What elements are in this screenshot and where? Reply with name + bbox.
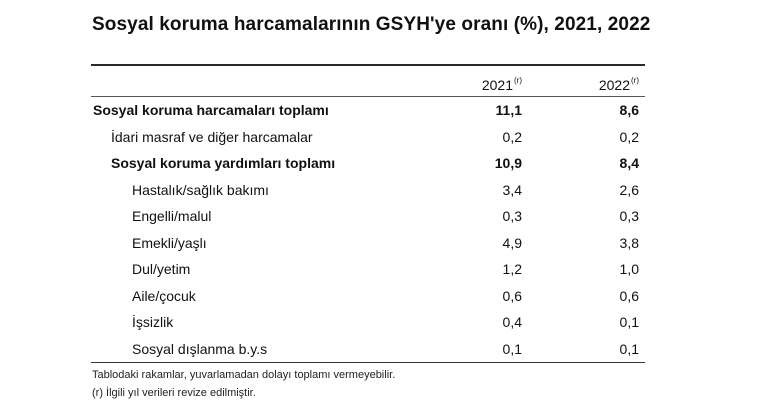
value-2021: 0,3: [502, 208, 522, 224]
table-row: [91, 230, 645, 257]
revised-mark: (r): [514, 76, 522, 85]
table-row: [91, 124, 645, 151]
row-label: Emekli/yaşlı: [132, 234, 207, 251]
footnotes: [92, 366, 395, 402]
value-2021: 0,2: [502, 128, 522, 145]
data-table: [91, 64, 645, 363]
value-2021: 10,9: [494, 155, 522, 171]
row-label: Sosyal koruma harcamaları toplamı: [93, 102, 329, 118]
value-2021: 1,2: [502, 261, 522, 277]
row-label: Aile/çocuk: [132, 287, 196, 304]
value-2022: 0,6: [619, 287, 639, 304]
value-2021: 3,4: [502, 181, 522, 198]
row-label: Engelli/malul: [132, 208, 212, 224]
footnote-rounding: Tablodaki rakamlar, yuvarlamadan dolayı toplamı vermeyebilir.: [92, 369, 396, 381]
row-label: Sosyal dışlanma b.y.s: [132, 340, 268, 357]
column-header-2022: [599, 76, 639, 93]
value-2022: 8,6: [619, 102, 639, 118]
value-2021: 0,1: [502, 340, 522, 357]
value-2022: 0,2: [619, 128, 639, 145]
value-2021: 0,4: [502, 314, 522, 330]
footnote-revised: (r) İlgili yıl verileri revize edilmiştir.: [92, 387, 256, 399]
row-label: Sosyal koruma yardımları toplamı: [111, 155, 336, 171]
table-row: [91, 177, 645, 204]
row-label: İdari masraf ve diğer harcamalar: [111, 128, 313, 145]
row-label: Hastalık/sağlık bakımı: [132, 181, 269, 198]
table-row: [91, 336, 645, 363]
row-label: Dul/yetim: [132, 261, 191, 277]
column-header-year: 2022: [598, 77, 630, 93]
row-label: İşsizlik: [132, 314, 174, 330]
table-body: [91, 97, 645, 362]
value-2022: 0,1: [619, 340, 639, 357]
table-row: [91, 283, 645, 310]
column-header-year: 2021: [481, 77, 513, 93]
table-bottom-rule: [91, 362, 645, 363]
table-row: [91, 97, 645, 124]
value-2022: 3,8: [619, 234, 639, 251]
table-header-row: [91, 66, 645, 96]
value-2022: 0,3: [619, 208, 639, 224]
table-row: [91, 203, 645, 230]
value-2021: 4,9: [502, 234, 522, 251]
revised-mark: (r): [631, 76, 639, 85]
value-2021: 11,1: [495, 102, 522, 118]
value-2022: 0,1: [619, 314, 639, 330]
table-row: [91, 150, 645, 177]
value-2021: 0,6: [502, 287, 522, 304]
column-header-2021: [482, 76, 522, 93]
table-row: [91, 309, 645, 336]
value-2022: 1,0: [619, 261, 639, 277]
table-title: Sosyal koruma harcamalarının GSYH'ye oranı (%), 2021, 2022: [92, 14, 651, 35]
value-2022: 2,6: [619, 181, 639, 198]
table-row: [91, 256, 645, 283]
value-2022: 8,4: [619, 155, 639, 171]
